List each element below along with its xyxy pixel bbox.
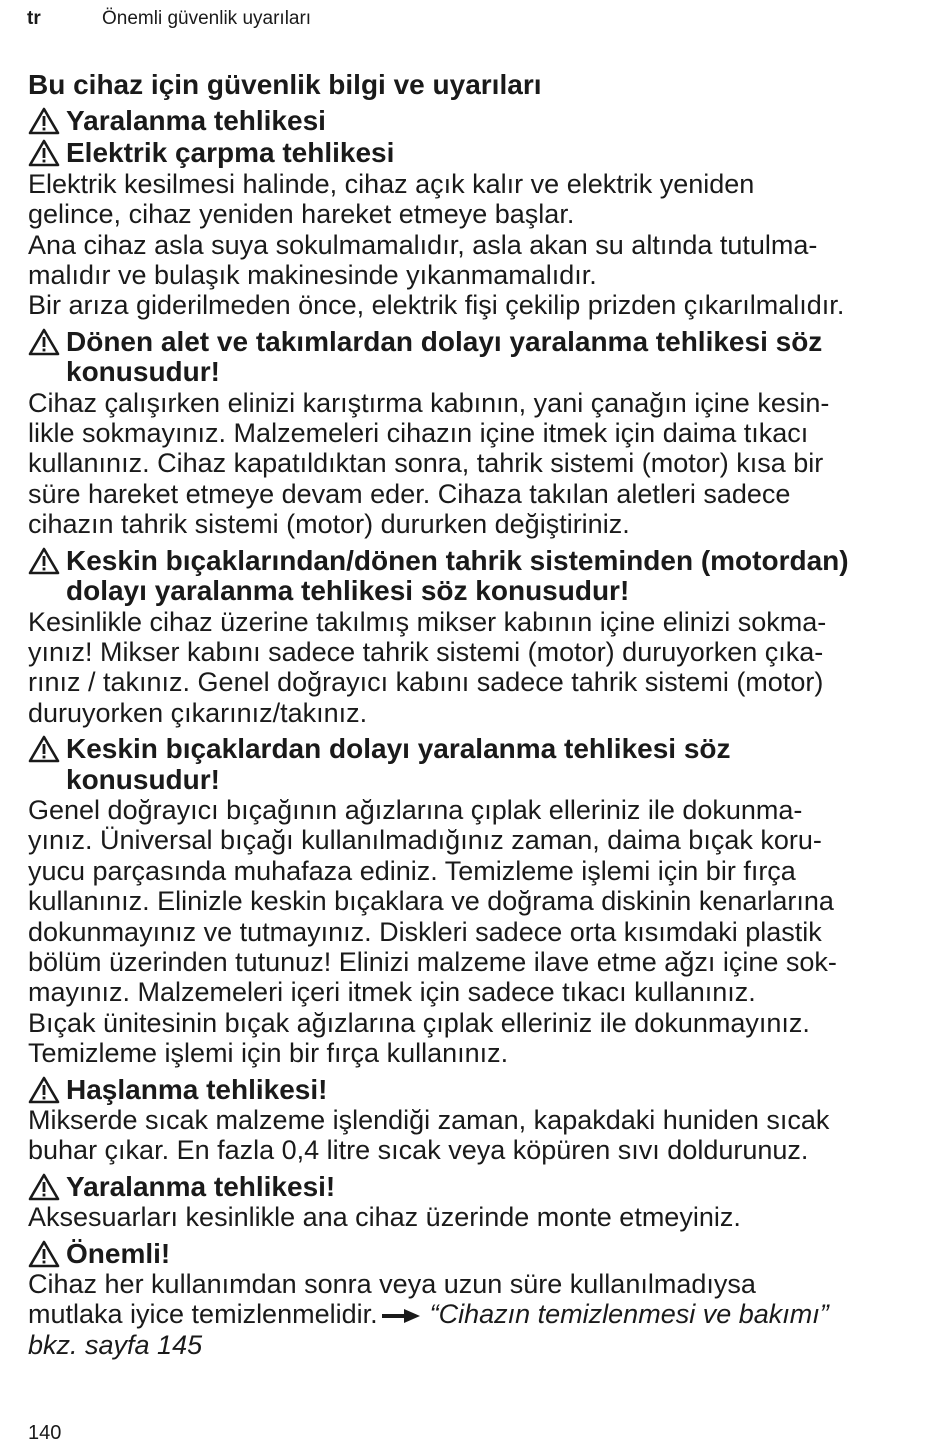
arrow-right-icon	[382, 1308, 422, 1324]
reference-prefix: mutlaka iyice temizlenmelidir.	[28, 1299, 378, 1330]
warning-triangle-icon	[28, 106, 66, 136]
warning-triangle-icon	[28, 546, 66, 576]
warning-triangle-icon	[28, 138, 66, 168]
warning-body: Kesinlikle cihaz üzerine takılmış mikser kabının içine elinizi sokma- yınız! Mikser kabını sadece tahrik sistemi (motor) duruyorken çıka- rınız / takınız. Genel doğrayıcı kabını sadece tahrik sistemi (motor) duruyorken çıkarınız/takınız.	[28, 606, 827, 728]
warning-heading	[28, 546, 950, 607]
page-title: Bu cihaz için güvenlik bilgi ve uyarıları	[28, 69, 542, 100]
warning-title: Yaralanma tehlikesi	[66, 105, 326, 136]
reference-page: bkz. sayfa 145	[28, 1329, 203, 1360]
document-body	[28, 68, 950, 1360]
warning-heading	[28, 1172, 950, 1202]
warning-body: Genel doğrayıcı bıçağının ağızlarına çıplak elleriniz ile dokunma- yınız. Üniversal bıçağı kullanılmadığınız zaman, daima bıçak koru- yucu parçasında muhafaza ediniz. Temizleme işlemi için bir fırça kullanınız. Elinizle keskin bıçaklara ve doğrama diskinin kenarlarına dokunmayınız ve tutmayınız. Diskleri sadece orta kısımdaki plastik bölüm üzerinden tutunuz! Elinizi malzeme ilave etme ağzı içine sok- mayınız. Malzemeleri içeri itmek için sadece tıkacı kullanınız. Bıçak ünitesinin bıçak ağızlarına çıplak elleriniz ile dokunmayınız. Temizleme işlemi için bir fırça kullanınız.	[28, 794, 837, 1069]
reference-link[interactable]: “Cihazın temizlenmesi ve bakımı”	[429, 1299, 829, 1330]
warning-heading	[28, 1239, 950, 1269]
warning-heading	[28, 1075, 950, 1105]
warning-title: Yaralanma tehlikesi!	[66, 1170, 336, 1202]
warning-heading	[28, 734, 950, 795]
page-number: 140	[28, 1422, 62, 1444]
warning-body: Elektrik kesilmesi halinde, cihaz açık kalır ve elektrik yeniden gelince, cihaz yeniden hareket etmeye başlar. Ana cihaz asla suya sokulmamalıdır, asla akan su altında tutulma- malıdır ve bulaşık makinesinde yıkanmamalıdır. Bir arıza giderilmeden önce, elektrik fişi çekilip prizden çıkarılmalıdır.	[28, 168, 845, 321]
warning-triangle-icon	[28, 1075, 66, 1105]
warning-title: Keskin bıçaklardan dolayı yaralanma tehlikesi söz konusudur!	[66, 733, 731, 795]
warning-heading	[28, 106, 950, 136]
warning-heading	[28, 138, 950, 168]
warning-title: Elektrik çarpma tehlikesi	[66, 137, 395, 169]
section-title: Önemli güvenlik uyarıları	[102, 8, 312, 29]
warning-title: Keskin bıçaklarından/dönen tahrik sisteminden (motordan) dolayı yaralanma tehlikesi söz konusudur!	[66, 544, 849, 607]
warning-body: Cihaz her kullanımdan sonra veya uzun süre kullanılmadıysa	[28, 1269, 756, 1300]
warning-body: Cihaz çalışırken elinizi karıştırma kabının, yani çanağın içine kesin- likle sokmayınız. Malzemeleri cihazın içine itmek için daima tıkacı kullanınız. Cihaz kapatıldıktan sonra, tahrik sistemi (motor) kısa bir süre hareket etmeye devam eder. Cihaza takılan aletleri sadece cihazın tahrik sistemi (motor) dururken değiştiriniz.	[28, 387, 830, 540]
cross-reference	[28, 1299, 950, 1360]
warning-heading	[28, 327, 950, 388]
warning-triangle-icon	[28, 1239, 66, 1269]
warning-triangle-icon	[28, 327, 66, 357]
warning-title: Dönen alet ve takımlardan dolayı yaralanma tehlikesi söz konusudur!	[66, 325, 823, 388]
warning-triangle-icon	[28, 1172, 66, 1202]
language-code: tr	[27, 8, 41, 29]
warning-body: Mikserde sıcak malzeme işlendiği zaman, kapakdaki huniden sıcak buhar çıkar. En fazla 0,4 litre sıcak veya köpüren sıvı doldurunuz.	[28, 1105, 830, 1166]
warning-body: Aksesuarları kesinlikle ana cihaz üzerinde monte etmeyiniz.	[28, 1202, 741, 1233]
warning-triangle-icon	[28, 734, 66, 764]
warning-title: Önemli!	[66, 1237, 171, 1269]
warning-title: Haşlanma tehlikesi!	[66, 1073, 328, 1105]
